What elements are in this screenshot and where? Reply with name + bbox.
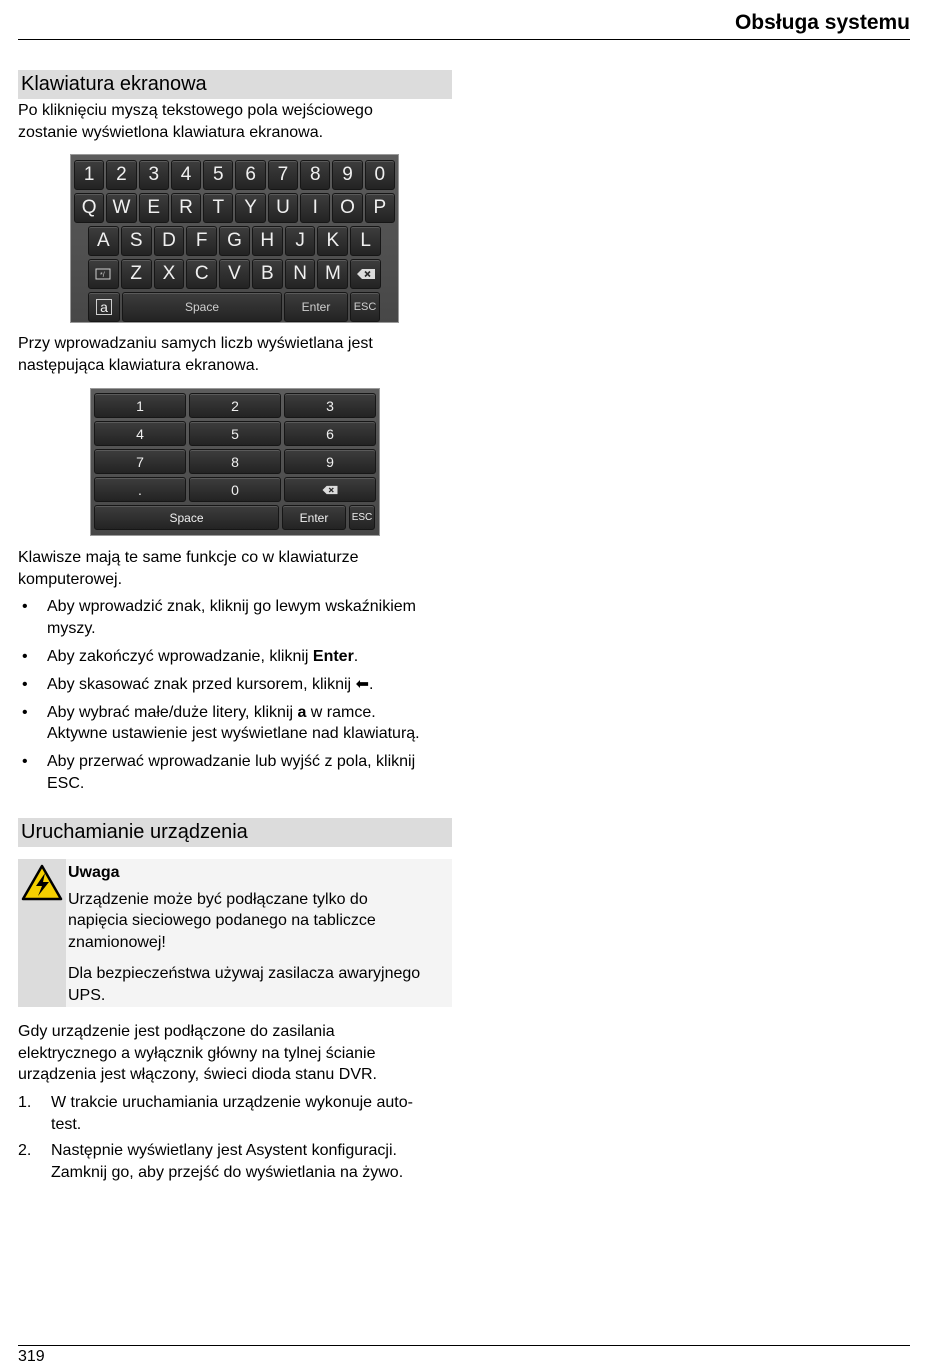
input-mode-icon[interactable] <box>88 259 119 289</box>
backspace-icon <box>321 485 339 495</box>
bullet-list <box>18 596 452 801</box>
list-item: 2. Następnie wyświetlany jest Asystent konfiguracji. Zamknij go, aby przejść do wyświetlania na żywo. <box>18 1142 404 1181</box>
key[interactable]: W <box>106 193 136 223</box>
key[interactable]: 1 <box>74 160 104 190</box>
esc-key[interactable]: ESC <box>350 292 380 322</box>
key[interactable]: Q <box>74 193 104 223</box>
enter-key[interactable]: Enter <box>282 505 346 530</box>
list-item: • Aby przerwać wprowadzanie lub wyjść z pola, kliknij ESC. <box>22 753 416 792</box>
numeric-intro-paragraph: Przy wprowadzaniu samych liczb wyświetlana jest następująca klawiatura ekranowa. <box>18 335 373 374</box>
key[interactable]: C <box>186 259 217 289</box>
key[interactable]: 3 <box>139 160 169 190</box>
key[interactable]: R <box>171 193 201 223</box>
key[interactable]: . <box>94 477 186 502</box>
key[interactable]: 6 <box>284 421 376 446</box>
key[interactable]: N <box>285 259 316 289</box>
key[interactable]: P <box>365 193 395 223</box>
key[interactable]: 7 <box>268 160 298 190</box>
case-toggle-key[interactable]: a <box>88 292 120 322</box>
key[interactable]: A <box>88 226 119 256</box>
key[interactable]: 4 <box>94 421 186 446</box>
key[interactable]: 9 <box>284 449 376 474</box>
key[interactable]: 8 <box>189 449 281 474</box>
keyboard-row-controls <box>74 292 395 322</box>
key[interactable]: L <box>350 226 381 256</box>
keys-paragraph: Klawisze mają te same funkcje co w klawiaturze komputerowej. <box>18 549 359 588</box>
esc-key[interactable]: ESC <box>349 505 375 530</box>
key[interactable]: 2 <box>189 393 281 418</box>
key[interactable]: U <box>268 193 298 223</box>
key[interactable]: T <box>203 193 233 223</box>
key[interactable]: D <box>154 226 185 256</box>
key[interactable]: 4 <box>171 160 201 190</box>
key[interactable]: I <box>300 193 330 223</box>
page-number: 319 <box>18 1348 45 1365</box>
page-header-title: Obsługa systemu <box>734 11 910 34</box>
key[interactable]: 3 <box>284 393 376 418</box>
numeric-row <box>94 421 376 446</box>
backspace-key[interactable] <box>350 259 381 289</box>
numeric-row <box>94 449 376 474</box>
key[interactable]: Z <box>121 259 152 289</box>
key[interactable]: 9 <box>332 160 362 190</box>
key[interactable]: 0 <box>365 160 395 190</box>
space-key[interactable]: Space <box>94 505 279 530</box>
key[interactable]: O <box>332 193 362 223</box>
intro-paragraph: Po kliknięciu myszą tekstowego pola wejściowego zostanie wyświetlona klawiatura ekranowa. <box>18 102 373 141</box>
header-rule <box>18 39 910 40</box>
numbered-list <box>18 1092 452 1188</box>
keyboard-row-qwerty <box>74 193 395 223</box>
list-item: • Aby zakończyć wprowadzanie, kliknij Enter. <box>22 647 359 665</box>
section-heading: Klawiatura ekranowa <box>18 70 452 99</box>
key[interactable]: M <box>317 259 348 289</box>
footer-rule <box>18 1345 910 1346</box>
keyboard-row-digits <box>74 160 395 190</box>
key[interactable]: 5 <box>189 421 281 446</box>
list-item: • Aby wprowadzić znak, kliknij go lewym wskaźnikiem myszy. <box>22 598 417 637</box>
warning-title: Uwaga <box>68 864 120 881</box>
key[interactable]: 6 <box>235 160 265 190</box>
backspace-icon <box>356 268 376 280</box>
key[interactable]: Y <box>235 193 265 223</box>
numeric-row <box>94 393 376 418</box>
numeric-row <box>94 477 376 502</box>
key[interactable]: B <box>252 259 283 289</box>
enter-key[interactable]: Enter <box>284 292 348 322</box>
section-onscreen-keyboard <box>18 70 452 143</box>
key[interactable]: 0 <box>189 477 281 502</box>
backspace-arrow-icon: ⬅ <box>355 675 369 693</box>
key[interactable]: V <box>219 259 250 289</box>
svg-text:*/: */ <box>100 272 106 279</box>
keyboard-row-zxcv <box>74 259 395 289</box>
key[interactable]: F <box>186 226 217 256</box>
key[interactable]: 2 <box>106 160 136 190</box>
electric-hazard-icon <box>21 864 63 902</box>
key[interactable]: J <box>285 226 316 256</box>
onscreen-keyboard-numeric <box>90 388 380 536</box>
key[interactable]: H <box>252 226 283 256</box>
key[interactable]: 1 <box>94 393 186 418</box>
key[interactable]: 7 <box>94 449 186 474</box>
section-heading: Uruchamianie urządzenia <box>18 818 452 847</box>
key[interactable]: 5 <box>203 160 233 190</box>
section-device-startup <box>18 818 452 847</box>
backspace-key[interactable] <box>284 477 376 502</box>
list-item: • Aby skasować znak przed kursorem, kliknij ⬅. <box>22 675 374 693</box>
space-key[interactable]: Space <box>122 292 282 322</box>
key[interactable]: 8 <box>300 160 330 190</box>
onscreen-keyboard-full <box>70 154 399 323</box>
key[interactable]: S <box>121 226 152 256</box>
key[interactable]: X <box>154 259 185 289</box>
warning-box: Uwaga Urządzenie może być podłączane tylko do napięcia sieciowego podanego na tabliczce znamionowej! Dla bezpieczeństwa używaj zasilacza awaryjnego UPS. <box>18 859 452 1007</box>
key[interactable]: K <box>317 226 348 256</box>
keyboard-row-asdf <box>74 226 395 256</box>
startup-paragraph: Gdy urządzenie jest podłączone do zasilania elektrycznego a wyłącznik główny na tylnej ścianie urządzenia jest włączony, świeci dioda stanu DVR. <box>18 1023 377 1083</box>
key[interactable]: E <box>139 193 169 223</box>
key[interactable]: G <box>219 226 250 256</box>
numeric-row-controls <box>94 505 376 530</box>
list-item: 1. W trakcie uruchamiania urządzenie wykonuje auto- test. <box>18 1094 413 1133</box>
list-item: • Aby wybrać małe/duże litery, kliknij a w ramce. Aktywne ustawienie jest wyświetlane nad klawiaturą. <box>22 703 420 742</box>
